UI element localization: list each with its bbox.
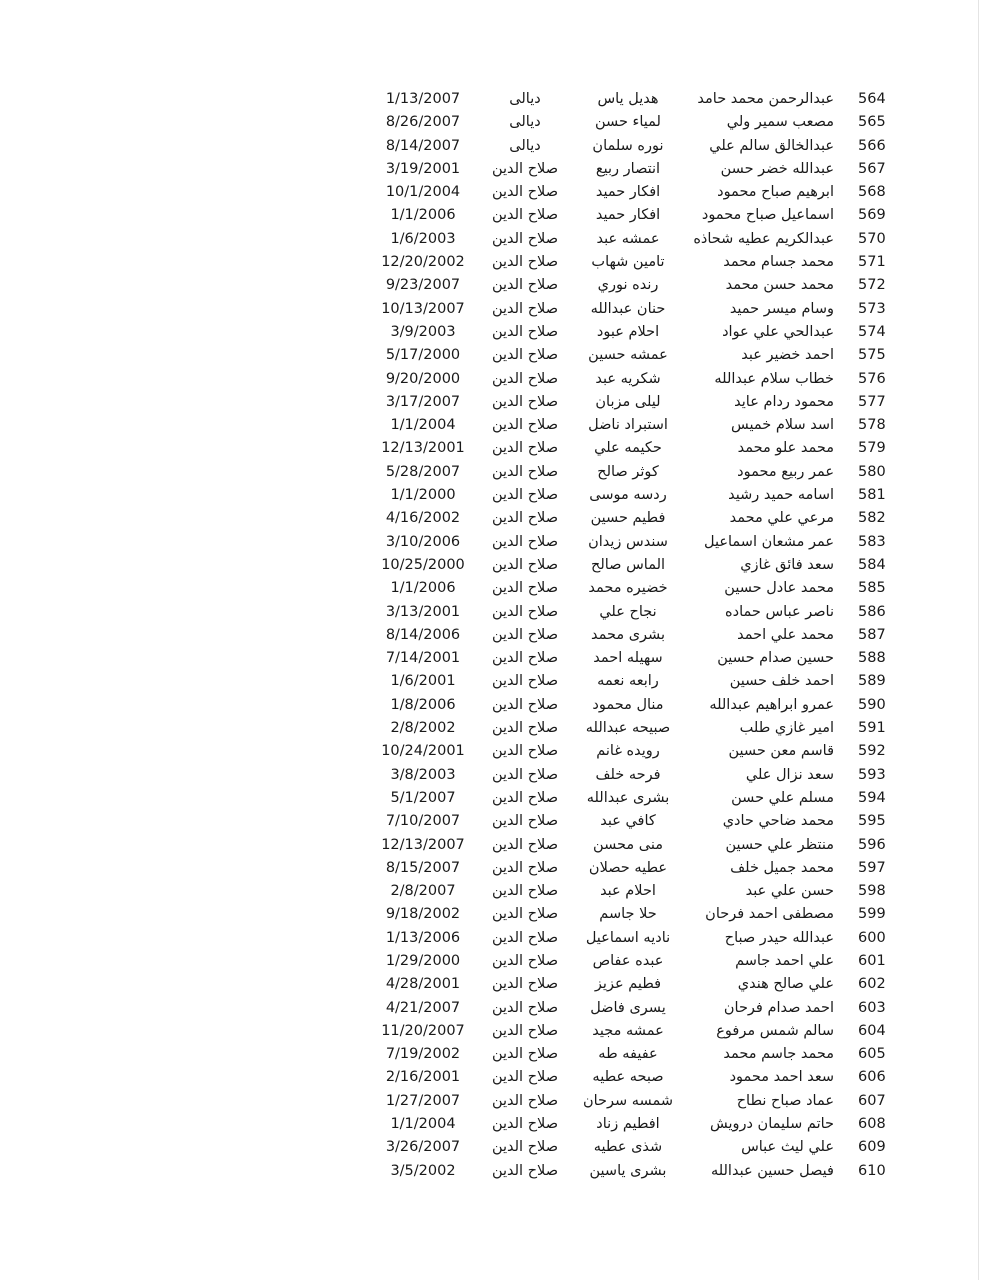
mother-name: افكار حميد	[595, 184, 661, 201]
mother-name: هديل ياس	[597, 91, 659, 107]
person-name: محمد عادل حسين	[724, 580, 834, 597]
row-number: 581	[858, 487, 886, 504]
province: صلاح الدين	[491, 160, 559, 177]
person-name: محمد علي احمد	[737, 626, 834, 643]
mother-name: خضيره محمد	[588, 580, 668, 597]
province: صلاح الدين	[491, 1139, 559, 1156]
province: صلاح الدين	[491, 952, 559, 969]
person-name: ناصر عباس حماده	[725, 603, 834, 620]
birth-date: 11/20/2007	[381, 1022, 465, 1039]
mother-name: عمشه مجيد	[592, 1022, 664, 1039]
table-row	[0, 321, 989, 344]
province: صلاح الدين	[491, 487, 559, 504]
mother-name: رابعه نعمه	[597, 673, 659, 690]
table-row	[0, 950, 989, 973]
person-name: محمد ضاحي حادي	[722, 813, 834, 830]
row-number: 597	[858, 859, 886, 876]
person-name: سعد نزال علي	[745, 766, 834, 783]
mother-name: صبيحه عبدالله	[585, 720, 671, 737]
person-name: حسين صدام حسين	[717, 650, 834, 667]
birth-date: 3/9/2003	[390, 323, 456, 340]
birth-date: 1/29/2000	[385, 952, 461, 969]
province: صلاح الدين	[491, 883, 559, 900]
mother-name: عمشه حسين	[588, 347, 668, 364]
birth-date: 10/1/2004	[385, 184, 461, 201]
row-number: 571	[858, 254, 886, 271]
province: صلاح الدين	[491, 184, 559, 201]
person-name: علي احمد جاسم	[735, 952, 834, 969]
province: صلاح الدين	[491, 836, 559, 853]
person-name: سالم شمس مرفوع	[716, 1022, 834, 1039]
birth-date: 1/6/2003	[390, 230, 456, 247]
person-name: مصعب سمير ولي	[726, 114, 834, 131]
mother-name: فرحه خلف	[595, 766, 661, 783]
person-name: عبدالله خضر حسن	[720, 160, 834, 177]
mother-name: سندس زيدان	[588, 533, 668, 550]
province: صلاح الدين	[491, 323, 559, 340]
person-name: محمد جاسم محمد	[723, 1046, 834, 1063]
table-row	[0, 1066, 989, 1089]
person-name: عبدالخالق سالم علي	[709, 137, 834, 154]
province: صلاح الدين	[491, 580, 559, 597]
mother-name: شمسه سرحان	[582, 1092, 674, 1109]
row-number: 585	[858, 580, 886, 597]
person-name: حاتم سليمان درويش	[709, 1116, 834, 1133]
row-number: 606	[858, 1069, 886, 1086]
table-row	[0, 274, 989, 297]
mother-name: ليلى مزبان	[595, 393, 661, 410]
row-number: 589	[858, 673, 886, 690]
person-name: قاسم معن حسين	[728, 743, 834, 760]
birth-date: 3/17/2007	[385, 393, 461, 410]
row-number: 579	[858, 440, 886, 457]
row-number: 608	[858, 1116, 886, 1133]
province: صلاح الدين	[491, 417, 559, 434]
table-row	[0, 787, 989, 810]
table-row	[0, 554, 989, 577]
province: صلاح الدين	[491, 1022, 559, 1039]
person-name: عبدالكريم عطيه شحاذه	[693, 230, 834, 247]
mother-name: منال محمود	[592, 696, 664, 713]
table-row	[0, 507, 989, 530]
mother-name: افطيم زناد	[596, 1116, 660, 1133]
mother-name: شكريه عبد	[595, 370, 661, 387]
person-name: اسماعيل صباح محمود	[701, 207, 834, 224]
table-row	[0, 717, 989, 740]
province: صلاح الدين	[491, 556, 559, 573]
person-name: عبدالله حيدر صباح	[724, 929, 834, 946]
birth-date: 9/23/2007	[385, 277, 461, 294]
person-name: محمد جسام محمد	[723, 254, 834, 271]
row-number: 593	[858, 766, 886, 783]
mother-name: فطيم عزيز	[594, 976, 662, 993]
province: صلاح الدين	[491, 696, 559, 713]
birth-date: 3/10/2006	[385, 533, 461, 550]
birth-date: 1/1/2006	[390, 580, 456, 597]
province: صلاح الدين	[491, 230, 559, 247]
person-name: فيصل حسين عبدالله	[710, 1162, 834, 1179]
row-number: 603	[858, 999, 886, 1016]
table-row	[0, 135, 989, 158]
person-name: عمر ربيع محمود	[737, 463, 834, 480]
table-row	[0, 577, 989, 600]
table-row	[0, 1136, 989, 1159]
province: صلاح الدين	[491, 393, 559, 410]
row-number: 570	[858, 230, 886, 247]
province: صلاح الدين	[491, 626, 559, 643]
person-name: سعد احمد محمود	[729, 1069, 834, 1086]
table-row	[0, 903, 989, 926]
province: صلاح الدين	[491, 1092, 559, 1109]
person-name: محمد حسن محمد	[725, 277, 834, 294]
person-name: اسد سلام خميس	[731, 417, 834, 434]
table-row	[0, 880, 989, 903]
table-row	[0, 414, 989, 437]
birth-date: 1/1/2006	[390, 207, 456, 224]
birth-date: 1/13/2007	[385, 91, 461, 107]
person-name: مسلم علي حسن	[731, 789, 834, 806]
person-name: علي ليث عباس	[741, 1139, 834, 1156]
row-number: 596	[858, 836, 886, 853]
birth-date: 12/13/2001	[381, 440, 465, 457]
mother-name: تامين شهاب	[591, 254, 665, 271]
person-name: احمد خلف حسين	[729, 673, 834, 690]
row-number: 564	[858, 91, 886, 107]
province: ديالى	[509, 114, 541, 131]
table-row	[0, 437, 989, 460]
person-name: منتظر علي حسين	[725, 836, 834, 853]
province: صلاح الدين	[491, 254, 559, 271]
mother-name: احلام عبود	[596, 323, 660, 340]
table-row	[0, 601, 989, 624]
table-row	[0, 694, 989, 717]
birth-date: 3/26/2007	[385, 1139, 461, 1156]
table-row	[0, 834, 989, 857]
table-row	[0, 927, 989, 950]
table-row	[0, 857, 989, 880]
mother-name: بشرى محمد	[590, 626, 666, 643]
birth-date: 8/14/2007	[385, 137, 461, 154]
table-row	[0, 298, 989, 321]
mother-name: رنده نوري	[597, 277, 659, 294]
row-number: 594	[858, 789, 886, 806]
records-list	[0, 88, 989, 1183]
table-row	[0, 647, 989, 670]
province: صلاح الدين	[491, 370, 559, 387]
row-number: 582	[858, 510, 886, 527]
table-row	[0, 670, 989, 693]
person-name: سعد فائق غازي	[740, 556, 834, 573]
birth-date: 10/13/2007	[381, 300, 465, 317]
row-number: 588	[858, 650, 886, 667]
province: صلاح الدين	[491, 347, 559, 364]
mother-name: انتصار ربيع	[595, 160, 661, 177]
birth-date: 4/21/2007	[385, 999, 461, 1016]
person-name: مصطفى احمد فرحان	[705, 906, 834, 923]
row-number: 575	[858, 347, 886, 364]
table-row	[0, 158, 989, 181]
province: صلاح الدين	[491, 207, 559, 224]
province: صلاح الدين	[491, 510, 559, 527]
birth-date: 7/19/2002	[385, 1046, 461, 1063]
mother-name: صبحه عطيه	[592, 1069, 664, 1086]
row-number: 568	[858, 184, 886, 201]
province: صلاح الدين	[491, 650, 559, 667]
mother-name: كافي عبد	[600, 813, 656, 830]
row-number: 573	[858, 300, 886, 317]
birth-date: 3/19/2001	[385, 160, 461, 177]
province: صلاح الدين	[491, 999, 559, 1016]
row-number: 590	[858, 696, 886, 713]
mother-name: بشرى عبدالله	[586, 789, 670, 806]
mother-name: شذى عطيه	[593, 1139, 663, 1156]
birth-date: 9/20/2000	[385, 370, 461, 387]
person-name: عماد صباح نطاح	[736, 1092, 834, 1109]
row-number: 574	[858, 323, 886, 340]
birth-date: 3/8/2003	[390, 766, 456, 783]
table-row	[0, 251, 989, 274]
row-number: 567	[858, 160, 886, 177]
table-row	[0, 368, 989, 391]
mother-name: بشرى ياسين	[589, 1162, 667, 1179]
province: ديالى	[509, 91, 541, 107]
birth-date: 1/1/2004	[390, 1116, 456, 1133]
mother-name: فطيم حسين	[590, 510, 666, 527]
person-name: محمود ردام عايد	[734, 393, 834, 410]
province: صلاح الدين	[491, 1162, 559, 1179]
birth-date: 1/13/2006	[385, 929, 461, 946]
table-row	[0, 1090, 989, 1113]
mother-name: احلام عبد	[600, 883, 656, 900]
table-row	[0, 810, 989, 833]
person-name: عبدالحي علي عواد	[722, 323, 834, 340]
person-name: خطاب سلام عبدالله	[714, 370, 834, 387]
province: صلاح الدين	[491, 603, 559, 620]
row-number: 572	[858, 277, 886, 294]
table-row	[0, 740, 989, 763]
birth-date: 2/16/2001	[385, 1069, 461, 1086]
birth-date: 3/13/2001	[385, 603, 461, 620]
birth-date: 1/1/2000	[390, 487, 456, 504]
mother-name: ردسه موسى	[589, 487, 667, 504]
row-number: 583	[858, 533, 886, 550]
person-name: عمر مشعان اسماعيل	[703, 533, 834, 550]
row-number: 609	[858, 1139, 886, 1156]
mother-name: نوره سلمان	[592, 137, 664, 154]
person-name: اسامه حميد رشيد	[728, 487, 834, 504]
row-number: 566	[858, 137, 886, 154]
birth-date: 5/28/2007	[385, 463, 461, 480]
birth-date: 1/8/2006	[390, 696, 456, 713]
province: صلاح الدين	[491, 766, 559, 783]
mother-name: الماس صالح	[590, 556, 666, 573]
mother-name: سهيله احمد	[593, 650, 663, 667]
table-row	[0, 461, 989, 484]
row-number: 598	[858, 883, 886, 900]
person-name: حسن علي عبد	[745, 883, 834, 900]
person-name: محمد جميل خلف	[730, 859, 834, 876]
row-number: 591	[858, 720, 886, 737]
table-row	[0, 624, 989, 647]
birth-date: 3/5/2002	[390, 1162, 456, 1179]
province: صلاح الدين	[491, 929, 559, 946]
birth-date: 1/27/2007	[385, 1092, 461, 1109]
mother-name: عمشه عبد	[596, 230, 660, 247]
birth-date: 10/25/2000	[381, 556, 465, 573]
table-row	[0, 1020, 989, 1043]
mother-name: لمياء حسن	[595, 114, 661, 131]
table-row	[0, 764, 989, 787]
mother-name: ناديه اسماعيل	[585, 929, 671, 946]
row-number: 610	[858, 1162, 886, 1179]
birth-date: 2/8/2002	[390, 720, 456, 737]
row-number: 569	[858, 207, 886, 224]
row-number: 600	[858, 929, 886, 946]
province: صلاح الدين	[491, 440, 559, 457]
table-row	[0, 88, 989, 111]
province: صلاح الدين	[491, 673, 559, 690]
province: ديالى	[509, 137, 541, 154]
mother-name: عطيه حصلان	[588, 859, 668, 876]
mother-name: منى محسن	[593, 836, 663, 853]
province: صلاح الدين	[491, 906, 559, 923]
mother-name: نجاح علي	[599, 603, 657, 620]
birth-date: 8/26/2007	[385, 114, 461, 131]
mother-name: عفيفه طه	[598, 1046, 658, 1063]
mother-name: رويده غانم	[596, 743, 660, 760]
birth-date: 1/1/2004	[390, 417, 456, 434]
province: صلاح الدين	[491, 277, 559, 294]
table-row	[0, 973, 989, 996]
person-name: عبدالرحمن محمد حامد	[697, 91, 834, 107]
province: صلاح الدين	[491, 1046, 559, 1063]
person-name: وسام ميسر حميد	[729, 300, 834, 317]
table-row	[0, 484, 989, 507]
row-number: 604	[858, 1022, 886, 1039]
person-name: امير غازي طلب	[739, 720, 834, 737]
person-name: احمد خضير عبد	[741, 347, 834, 364]
birth-date: 5/1/2007	[390, 789, 456, 806]
birth-date: 7/10/2007	[385, 813, 461, 830]
row-number: 577	[858, 393, 886, 410]
table-row	[0, 1113, 989, 1136]
birth-date: 4/16/2002	[385, 510, 461, 527]
birth-date: 4/28/2001	[385, 976, 461, 993]
person-name: ابرهيم صباح محمود	[717, 184, 834, 201]
birth-date: 10/24/2001	[381, 743, 465, 760]
province: صلاح الدين	[491, 463, 559, 480]
row-number: 601	[858, 952, 886, 969]
birth-date: 8/15/2007	[385, 859, 461, 876]
table-row	[0, 204, 989, 227]
province: صلاح الدين	[491, 976, 559, 993]
birth-date: 12/20/2002	[381, 254, 465, 271]
mother-name: يسرى فاضل	[590, 999, 666, 1016]
province: صلاح الدين	[491, 1116, 559, 1133]
row-number: 607	[858, 1092, 886, 1109]
birth-date: 12/13/2007	[381, 836, 465, 853]
person-name: علي صالح هندي	[737, 976, 834, 993]
row-number: 595	[858, 813, 886, 830]
province: صلاح الدين	[491, 1069, 559, 1086]
mother-name: افكار حميد	[595, 207, 661, 224]
table-row	[0, 228, 989, 251]
province: صلاح الدين	[491, 720, 559, 737]
row-number: 576	[858, 370, 886, 387]
row-number: 587	[858, 626, 886, 643]
table-row	[0, 391, 989, 414]
province: صلاح الدين	[491, 300, 559, 317]
person-name: عمرو ابراهيم عبدالله	[709, 696, 834, 713]
person-name: احمد صدام فرحان	[723, 999, 834, 1016]
birth-date: 1/6/2001	[390, 673, 456, 690]
table-row	[0, 111, 989, 134]
birth-date: 2/8/2007	[390, 883, 456, 900]
row-number: 580	[858, 463, 886, 480]
mother-name: حنان عبدالله	[590, 300, 666, 317]
mother-name: استبراد ناضل	[588, 417, 668, 434]
birth-date: 5/17/2000	[385, 347, 461, 364]
birth-date: 9/18/2002	[385, 906, 461, 923]
mother-name: حكيمه علي	[594, 440, 662, 457]
row-number: 599	[858, 906, 886, 923]
province: صلاح الدين	[491, 789, 559, 806]
row-number: 592	[858, 743, 886, 760]
row-number: 605	[858, 1046, 886, 1063]
table-row	[0, 181, 989, 204]
province: صلاح الدين	[491, 533, 559, 550]
province: صلاح الدين	[491, 813, 559, 830]
row-number: 565	[858, 114, 886, 131]
row-number: 584	[858, 556, 886, 573]
birth-date: 8/14/2006	[385, 626, 461, 643]
table-row	[0, 531, 989, 554]
person-name: محمد علو محمد	[737, 440, 834, 457]
table-row	[0, 344, 989, 367]
province: صلاح الدين	[491, 743, 559, 760]
row-number: 578	[858, 417, 886, 434]
row-number: 602	[858, 976, 886, 993]
birth-date: 7/14/2001	[385, 650, 461, 667]
person-name: مرعي علي محمد	[729, 510, 834, 527]
mother-name: عبده عفاص	[592, 952, 664, 969]
mother-name: كوثر صالح	[597, 463, 659, 480]
table-row	[0, 1043, 989, 1066]
table-row	[0, 997, 989, 1020]
mother-name: حلا جاسم	[599, 906, 657, 923]
table-row	[0, 1160, 989, 1183]
row-number: 586	[858, 603, 886, 620]
province: صلاح الدين	[491, 859, 559, 876]
